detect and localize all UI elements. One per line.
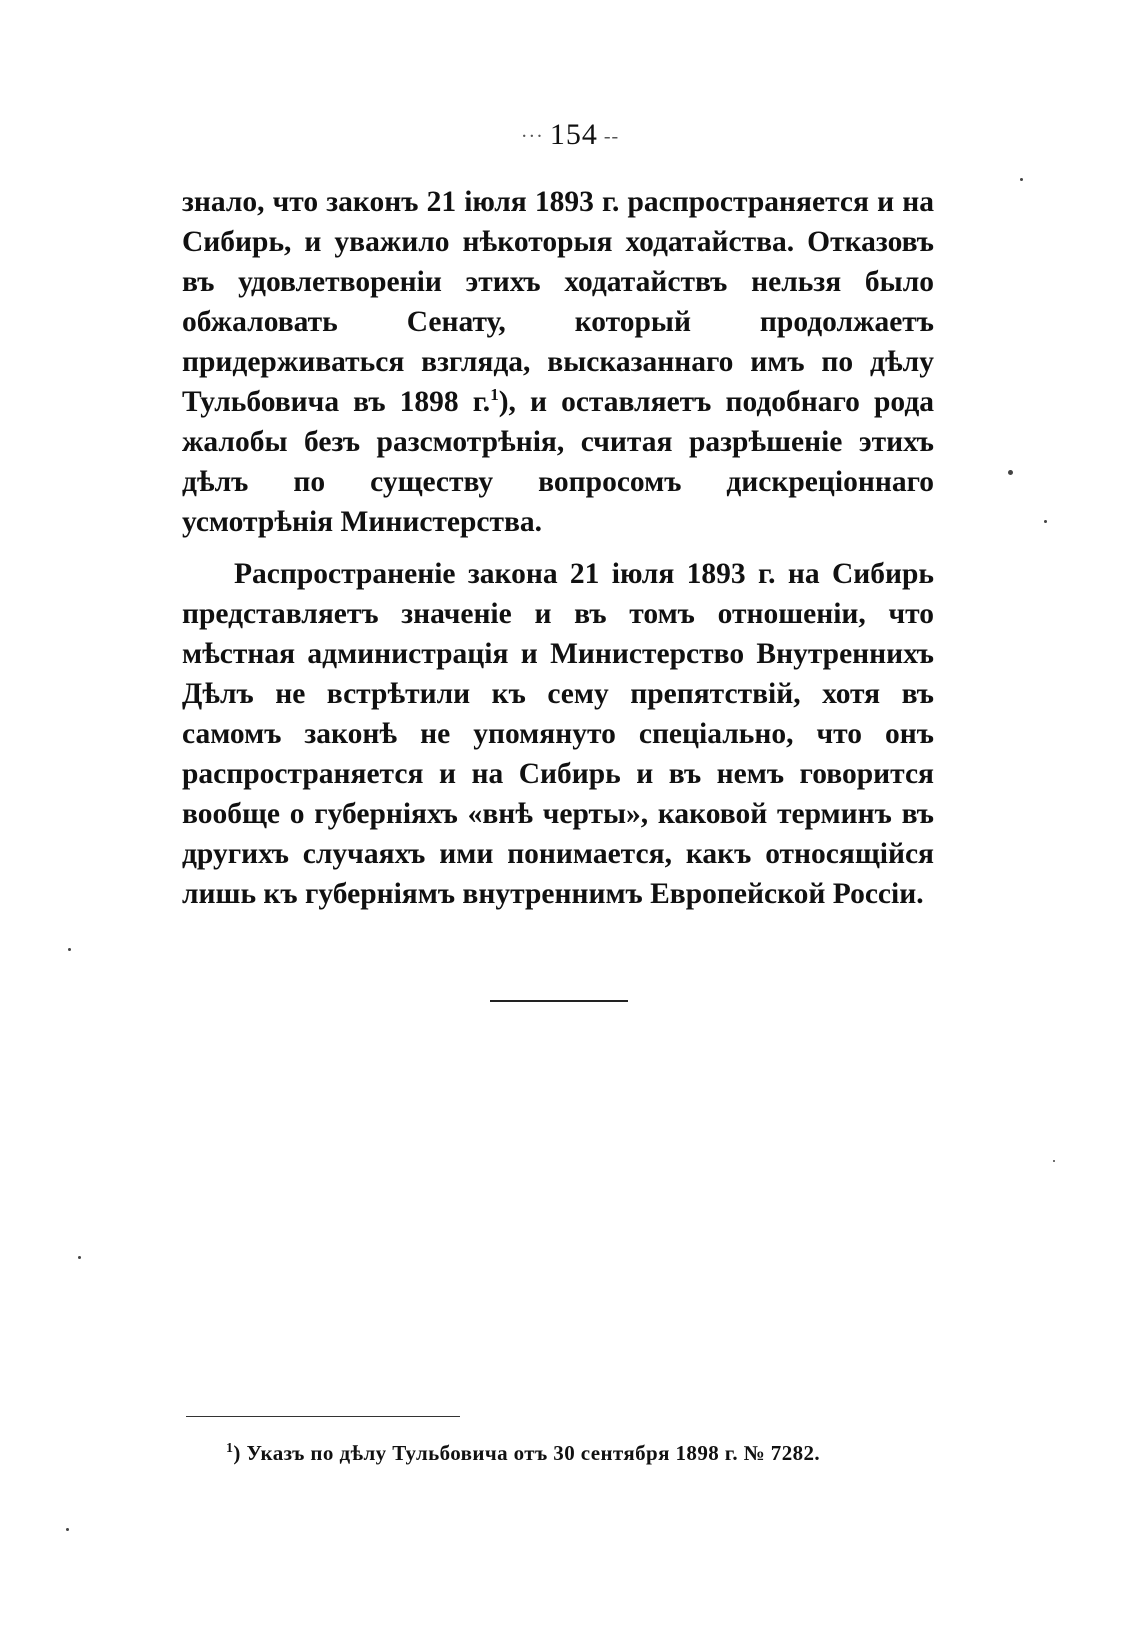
page-number-suffix: -- bbox=[597, 125, 620, 148]
footnote-reference: 1 bbox=[490, 385, 499, 405]
paragraph-2 bbox=[182, 554, 934, 914]
footnote-divider bbox=[186, 1416, 460, 1417]
footnote-marker: 1 bbox=[226, 1441, 234, 1456]
paragraph-1-text-after: ), и оставляетъ подобнаго рода жалобы безъ разсмотрѣнія, считая разрѣшеніе этихъ дѣлъ по существу вопросомъ дискреціоннаго усмотрѣнія Министерства. bbox=[182, 386, 934, 538]
scan-speck bbox=[1020, 178, 1023, 181]
paragraph-1 bbox=[182, 182, 934, 542]
paragraph-2-text: Распространеніе закона 21 іюля 1893 г. на Сибирь представляетъ значеніе и въ томъ отношеніи, что мѣстная администрація и Министерство Внутреннихъ Дѣлъ не встрѣтили къ сему препятствій, хотя въ самомъ законѣ не упомянуто спеціально, что онъ распространяется и на Сибирь и въ немъ говорится вообще о губерніяхъ «внѣ черты», каковой терминъ въ другихъ случаяхъ ими понимается, какъ относящійся лишь къ губерніямъ внутреннимъ Европейской Россіи. bbox=[182, 558, 934, 910]
page-number-value: 154 bbox=[549, 118, 598, 151]
scan-speck bbox=[68, 948, 71, 951]
scan-speck bbox=[1044, 520, 1047, 523]
page-number-prefix: ··· bbox=[520, 125, 550, 148]
footnote bbox=[226, 1441, 946, 1466]
section-divider bbox=[490, 1000, 628, 1002]
page-number bbox=[0, 118, 1140, 152]
scan-speck bbox=[66, 1528, 69, 1531]
scan-speck bbox=[1008, 470, 1013, 475]
body-text bbox=[182, 182, 934, 914]
scan-speck bbox=[78, 1256, 81, 1259]
scan-speck bbox=[1053, 1160, 1055, 1162]
paragraph-1-text: знало, что законъ 21 іюля 1893 г. распространяется и на Сибирь, и уважило нѣкоторыя ходатайства. Отказовъ въ удовлетвореніи этихъ ходатайствъ нельзя было обжаловать Сенату, который продолжаетъ придерживаться взгляда, высказаннаго имъ по дѣлу Тульбовича въ 1898 г. bbox=[182, 186, 934, 418]
footnote-text: ) Указъ по дѣлу Тульбовича отъ 30 сентября 1898 г. № 7282. bbox=[233, 1441, 821, 1465]
